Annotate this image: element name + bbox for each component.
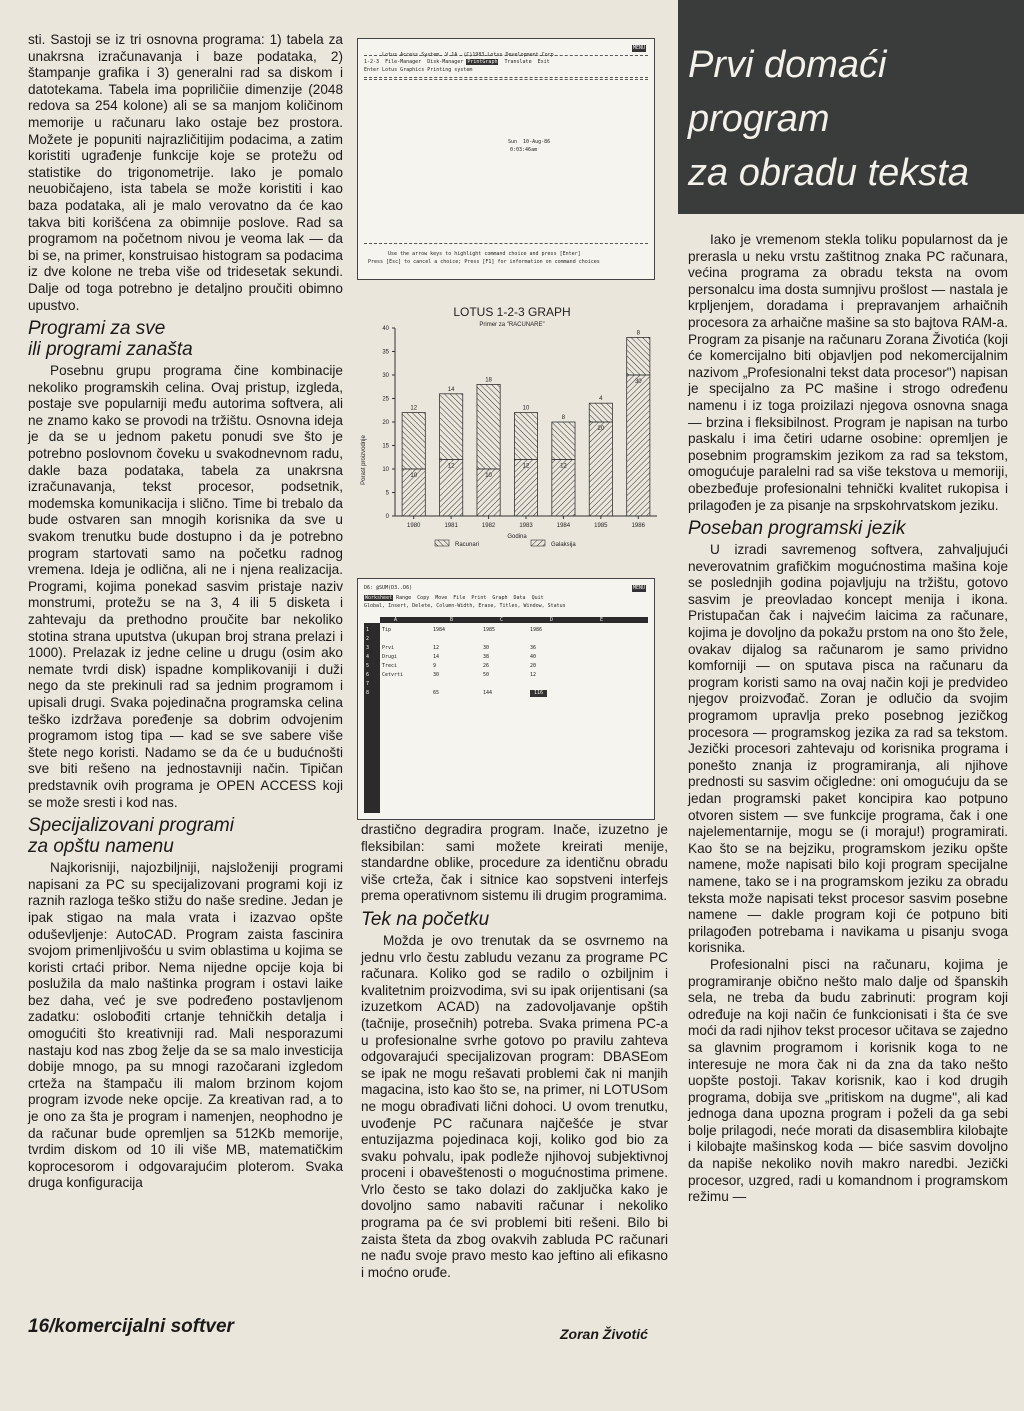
y-tick-label: 40 [382,326,389,332]
lotus-access-screenshot [357,38,655,280]
paragraph: Profesionalni pisci na računaru, kojima je programiranje obično nešto malo dalje od španskih sela, ne treba da budu zabrinuti: program koji određuje na koji način će funkcionisati i šta će sve moći da radi njihov tekst procesor učitava se zajedno sa glavnim programom i korisnik koga to ne interesuje ne mora čak ni da zna da tako nešto uopšte postoji. Takav korisnik, kao i kod drugih programa, dobija sve „pritiskom na dugme", ali kad jednoga dana upozna program i poželi da ga sebi bolje prilagodi, neće morati da disasemblira kilobajte i kilobajte mašinskog koda — biće sasvim dovoljno da napiše nekoliko novih makro naredbi. Jezički procesor, uzgred, radi u komandnom i programskom režimu — [688,956,1008,1205]
cell-formula: D6: @SUM(D3..D6) [364,585,413,591]
data-label: 18 [485,377,492,384]
table-cell: 50 [483,672,490,678]
bar-galaksija [589,422,612,516]
subheading: Poseban programski jezik [688,518,906,540]
row-number: 3 [366,645,370,651]
chart-legend [435,534,576,548]
column-header-bar [380,617,648,623]
menu-line [364,595,544,602]
column-middle [361,822,668,1281]
data-label: 12 [522,463,530,470]
headline-line-2: program [688,98,830,140]
paragraph: Najkorisniji, najozbiljniji, najsloženiji programi napisani za PC su specijalizovani programi koji iz raznih razloga teško stižu do naše sredine. Jedan je ipak stigao na mala vrata i izazvao opšte oduševljenje: AutoCAD. Program zaista fascinira svojom primenljivošću u svim oblastima u kojima se koristi crtaći pribor. Nema nijedne opcije koja bi poslužila da malo naštinka program i ostavi laike bez daha, već je sve podređeno postavljenom zadatku: oslobođiti crtanje tehničkih detalja i omogućiti što kreativniji rad. Mali nesporazumi nastaju kod nas zbog želje da se sa malo investicija dobije mnogo, pa su mnogi razočarani izgledom crteža na štampaču ili malom brzinom kojom program izvode neke opcije. Za kreativan rad, a to je ono za šta je program i namenjen, neophodno je da računar bude opremljen sa 512Kb memorije, tvrdim diskom od 10 ili više MB, matematičkim koprocesorom i odgovarajućim ploterom. Svaka druga konfiguracija [28,860,343,1191]
bar-racunari [552,422,575,460]
row-number: 5 [366,663,370,669]
subheading-line: Programi za sve [28,318,166,340]
data-label: 12 [560,463,567,470]
subheading-line: za opštu namenu [28,836,174,858]
x-tick-label: 1980 [407,523,421,529]
menu-description: Enter Lotus Graphics Printing system [364,67,473,73]
legend-swatch [531,540,545,546]
data-label: 8 [561,415,566,421]
x-tick-label: 1984 [556,523,571,529]
column-header: E [600,617,604,623]
menu-items: Range Copy Move File Print Graph Data Quit [393,595,544,601]
bar-racunari [589,403,612,422]
date-text: Sun 10-Aug-86 [508,139,551,145]
screen-title: Lotus Access System V.1A (C)1983 Lotus Development Corp. [382,52,557,58]
table-cell: 116 [530,690,547,697]
table-cell: Treci [382,663,398,669]
subheading-line: Specijalizovani programi [28,815,234,837]
row-number: 6 [366,672,370,678]
column-header: D [550,617,554,623]
chart-title: LOTUS 1-2-3 GRAPH [453,305,571,319]
paragraph: Posebnu grupu programa čine kombinacije nekoliko programskih celina. Ovaj pristup, izgleda, postaje sve popularniji među autorima softvera, ali ne znamo kako se provodi na tržištu. Osnovna ideja je da se u jednom paketu ponudi sve što je potrebno poslovnom čoveku u svakodnevnom radu, dakle baza podataka, tabela za unakrsna izračunavanja, tekst procesor, podsetnik, modemska komunikacija i slično. Time bi trebalo da bude ostvaren san mnogih korisnika da sve u svakom trenutku bude dostupno i da je potrebno program startovati samo na početku radnog vremena. Ideja je odlična, ali ne i njena realizacija. Programi, kojima ponekad sasvim pristaje naziv monstrumi, protežu se na 3, 4 ili 5 disketa i zahtevaju da prethodno proučite bar nekoliko stotina strana uputstva (ukupan broj strana prelazi i 1000). Prelazak iz jedne celine u drugu (osim ako nemate tvrdi disk) ispadne komplikovaniji i duži nego da ste prekinuli rad sa jednim programom i upisali drugi. Svaka pojedinačna programska celina teško izdržava poređenje sa dobrim odvojenim programom istog tipa — kad se sve sabere više štete nego koristi. Nadamo se da će u budućnošti sve biti rešeno na jednostavniji način. Tipičan predstavnik ovih programa je OPEN ACCESS koji se može sresti i kod nas. [28,363,343,810]
table-cell: 30 [433,672,440,678]
table-cell: 26 [483,663,490,669]
divider [364,77,648,78]
headline-line-3: za obradu teksta [688,152,969,194]
menu-badge: MENU [632,45,645,51]
data-label: 8 [636,330,640,337]
paragraph: Iako je vremenom stekla toliku popularnost da je prerasla u neku vrstu zaštitnog znaka PC računara, većina programa za obradu teksta na ovom personalcu ima dosta sumnjivu prošlost — nastala je krpljenjem, doradama i prepravanjem arhaičnih procesora za arhaične mašine sa sto bajtova RAM-a. Program za pisanje na računaru Zorana Životića (koji će komercijalno biti objavljen pod nekomercijalnim nazivom „Profesionalni tekst data procesor") napisan je specijalno za PC mašine i strogo određenu namenu i iz toga proizilazi njegova osnovna snaga — brzina i fleksibilnost. Program je napisan na turbo paskalu i ima četiri udarne osobine: opremljen je posebnim programskim jezikom za rad sa tekstom, omogućuje paralelni rad sa više tekstova u memoriji, obezbeđuje profesionalni tehnički kvalitet rukopisa i prilagođen je za pisanje na srpskohrvatskom jeziku. [688,232,1008,513]
article-headline [688,38,1024,200]
table-cell: 1984 [433,627,446,633]
menu-items: 1-2-3 File-Manager Disk-Manager [364,59,467,65]
menu-item-selected: PrintGraph [467,59,498,65]
data-label: 10 [410,473,418,479]
bar-racunari [627,337,650,375]
y-tick-label: 15 [382,443,389,450]
author-name: Zoran Životić [560,1326,648,1342]
x-tick-label: 1986 [631,523,645,529]
y-tick-label: 25 [382,396,389,403]
table-cell: 30 [483,645,490,651]
row-number: 8 [366,690,370,696]
table-cell: 1986 [530,627,543,633]
legend-label: Galaksija [551,542,576,548]
x-tick-label: 1985 [594,523,608,529]
menu-badge: MENU [632,585,645,591]
menu-items: Translate Exit [498,59,550,65]
menu-item-selected: Worksheet [365,595,393,601]
y-tick-label: 0 [385,514,389,520]
legend-label: Racunari [455,542,480,548]
table-cell: 38 [483,654,490,660]
paragraph: U izradi savremenog softvera, zahvaljujući neverovatnim grafičkim mogućnostima mašina koje se poslednjih godina pojavljuju na tržištu, gotovo sasvim je preovladao koncept menija i ikona. Pristupačan čak i najvećim laicima za računare, kojima je dovoljno da pokažu prstom na ono što žele, ovakav dijalog sa računarom je samo prividno komforniji — on sputava pisca na računaru da program koristi samo na ovaj način koji je predvideo njegov proizvođač. Zoran je odlučio da svojim programom upravlja preko posebnog jezičkog procesora — programskog jezika za rad sa tekstom. Jezički procesori zahtevaju od korisnika programa i ponešto znanja iz programiranja, ali njihove prednosti su sasvim očigledne: oni omogućuju da se jedan programski paket koncipira kao potpuno otvoren sistem — sve funkcije programa, čak i one najelementarnije, mogu se (i moraju!) programirati. Kao što se na bejziku, programskom jeziku opšte namene, može napisati bilo koji program specijalne namene, tako se i na programskom jeziku za obradu teksta može napisati tekst procesor sasvim posebne namene — dakle program koji će potpuno biti prilagođen potrebama i navikama u pisanju svoga korisnika. [688,542,1008,956]
column-header: A [394,617,398,623]
divider [364,79,648,80]
row-number: 7 [366,681,370,687]
paragraph: sti. Sastoji se iz tri osnovna programa: 1) tabela za unakrsna izračunavanja i baze podataka, 2) štampanje grafika i 3) generalni rad sa diskom i datotekama. Tabela ima popriličiie dimenzije (2048 redova sa 254 kolone) ali se sa manjom količinom memorije u računaru lako ostaje bez prostora. Možete je popuniti najrazličitijim podacima, a zatim koristiti ugrađenje funkcije koje se protežu od statistike do trigonometrije. Iako je pomalo neuobičajeno, ista tabela se može koristiti i kao baza podataka, ali je malo verovatno da će kao takva biti korišćena za obimnije poslove. Rad sa programom na početnom nivou je veoma lak — da bi se, na primer, konstruisao histogram sa podacima iz dve kolone ne treba više od tridesetak sekundi. Dalje od toga potrebno je detaljno proučiti obimno upustvo. [28,32,343,313]
table-cell: 36 [530,645,537,651]
bar-galaksija [627,375,650,516]
row-number: 1 [366,627,370,633]
paragraph: Možda je ovo trenutak da se osvrnemo na jednu vrlo čestu zabludu vezanu za programe PC računara. Koliko god se radilo o ozbiljnim i kvalitetnim proizvodima, svi su ipak orijentisani (sa izuzetkom ACAD) na zadovoljavanje opštih (tačnije, prosečnih) potreba. Svaka primena PC-a u profesionalne svrhe gotovo po pravilu zahteva odgovarajući specijalizovan program: DBASEom se ipak ne mogu rešavati problemi čak ni manjih magacina, isto kao što se, na primer, ni LOTUSom ne mogu obrađivati lični dohoci. U ovom trenutku, uvođenje PC računara najčešće je stvar entuzijazma pojedinaca koji, koliko god bio za svaku pohvalu, ipak podleže njihovoj subjektivnoj proceni i obaveštenosti o mogućnostima primene. Vrlo često se tako dolazi do zaključka kako je dovoljno samo nabaviti računar i nekoliko programa pa će svi problemi biti rešeni. Bilo bi zaista šteta da zbog ovakvih zabluda PC računari ne nađu svoje pravo mesto kao jeftino ali efikasno i moćno oruđe. [361,932,668,1280]
bar-racunari [477,384,500,469]
table-cell: 12 [433,645,440,651]
x-axis-label: Godina [507,534,527,540]
bar-racunari [402,413,425,469]
lotus-spreadsheet-screenshot [357,578,655,820]
data-label: 10 [522,405,530,412]
table-cell: 65 [433,690,440,696]
row-number: 2 [366,636,370,642]
column-header: B [450,617,454,623]
data-label: 20 [597,426,605,432]
x-tick-label: 1982 [481,523,496,529]
paragraph: drastično degradira program. Inače, izuzetno je fleksibilan: sami možete kreirati menije, standardne oblike, procedure za identičnu obradu više crteža, čak i sitnice kao sopstveni interfejs prema operativnom sistemu ili drugim programima. [361,822,668,904]
table-cell: 9 [433,663,437,669]
data-label: 12 [410,405,418,412]
table-cell: Cetvrti [382,672,404,678]
data-label: 10 [485,473,492,479]
y-tick-label: 20 [382,420,389,426]
table-cell: 1985 [483,627,496,633]
bar-racunari [440,394,463,460]
table-cell: 40 [530,654,537,660]
data-label: 12 [447,463,455,470]
y-tick-label: 30 [382,373,389,379]
bar-racunari [514,413,537,460]
chart-bars [402,330,650,516]
subheading [28,318,343,360]
data-label: 14 [447,386,455,393]
x-tick-label: 1983 [519,523,533,529]
chart-svg [357,290,667,570]
y-tick-label: 35 [382,349,389,356]
page-footer: 16/komercijalni softver [28,1316,234,1337]
y-axis-label: Porast proizvodnje [361,435,367,485]
table-cell: 14 [433,654,440,660]
column-left [28,32,343,1192]
time-text: 0:03:46am [510,147,538,153]
divider [364,243,648,244]
data-label: 4 [599,396,603,403]
headline-line-1: Prvi domaći [688,44,887,86]
chart-subtitle: Primer za "RACUNARE" [479,322,545,328]
subheading-line: ili programi zanašta [28,339,193,361]
subheading: Tek na početku [361,908,490,930]
row-number: 4 [366,654,370,660]
x-tick-label: 1981 [444,523,458,529]
data-label: 30 [634,379,642,385]
column-header: C [500,617,504,623]
column-right [688,232,1008,1206]
table-cell: Prvi [382,645,395,651]
y-tick-label: 5 [385,490,389,497]
menu-description: Global, Insert, Delete, Column-Width, Erase, Titles, Window, Status [364,603,566,609]
menu-line [364,59,550,66]
table-cell: 144 [483,690,493,696]
lotus-bar-chart [357,290,667,570]
subheading [28,815,343,857]
y-tick-label: 10 [382,467,389,473]
help-line-2: Press [Esc] to cancel a choice; Press [F1] for information on command choices [368,259,600,265]
legend-swatch [435,540,449,546]
help-line-1: Use the arrow keys to highlight command choice and press [Enter] [388,251,581,257]
divider [364,55,648,56]
table-cell: 12 [530,672,537,678]
table-cell: 20 [530,663,537,669]
table-cell: Drugi [382,654,398,660]
table-cell: Tip [382,627,392,633]
